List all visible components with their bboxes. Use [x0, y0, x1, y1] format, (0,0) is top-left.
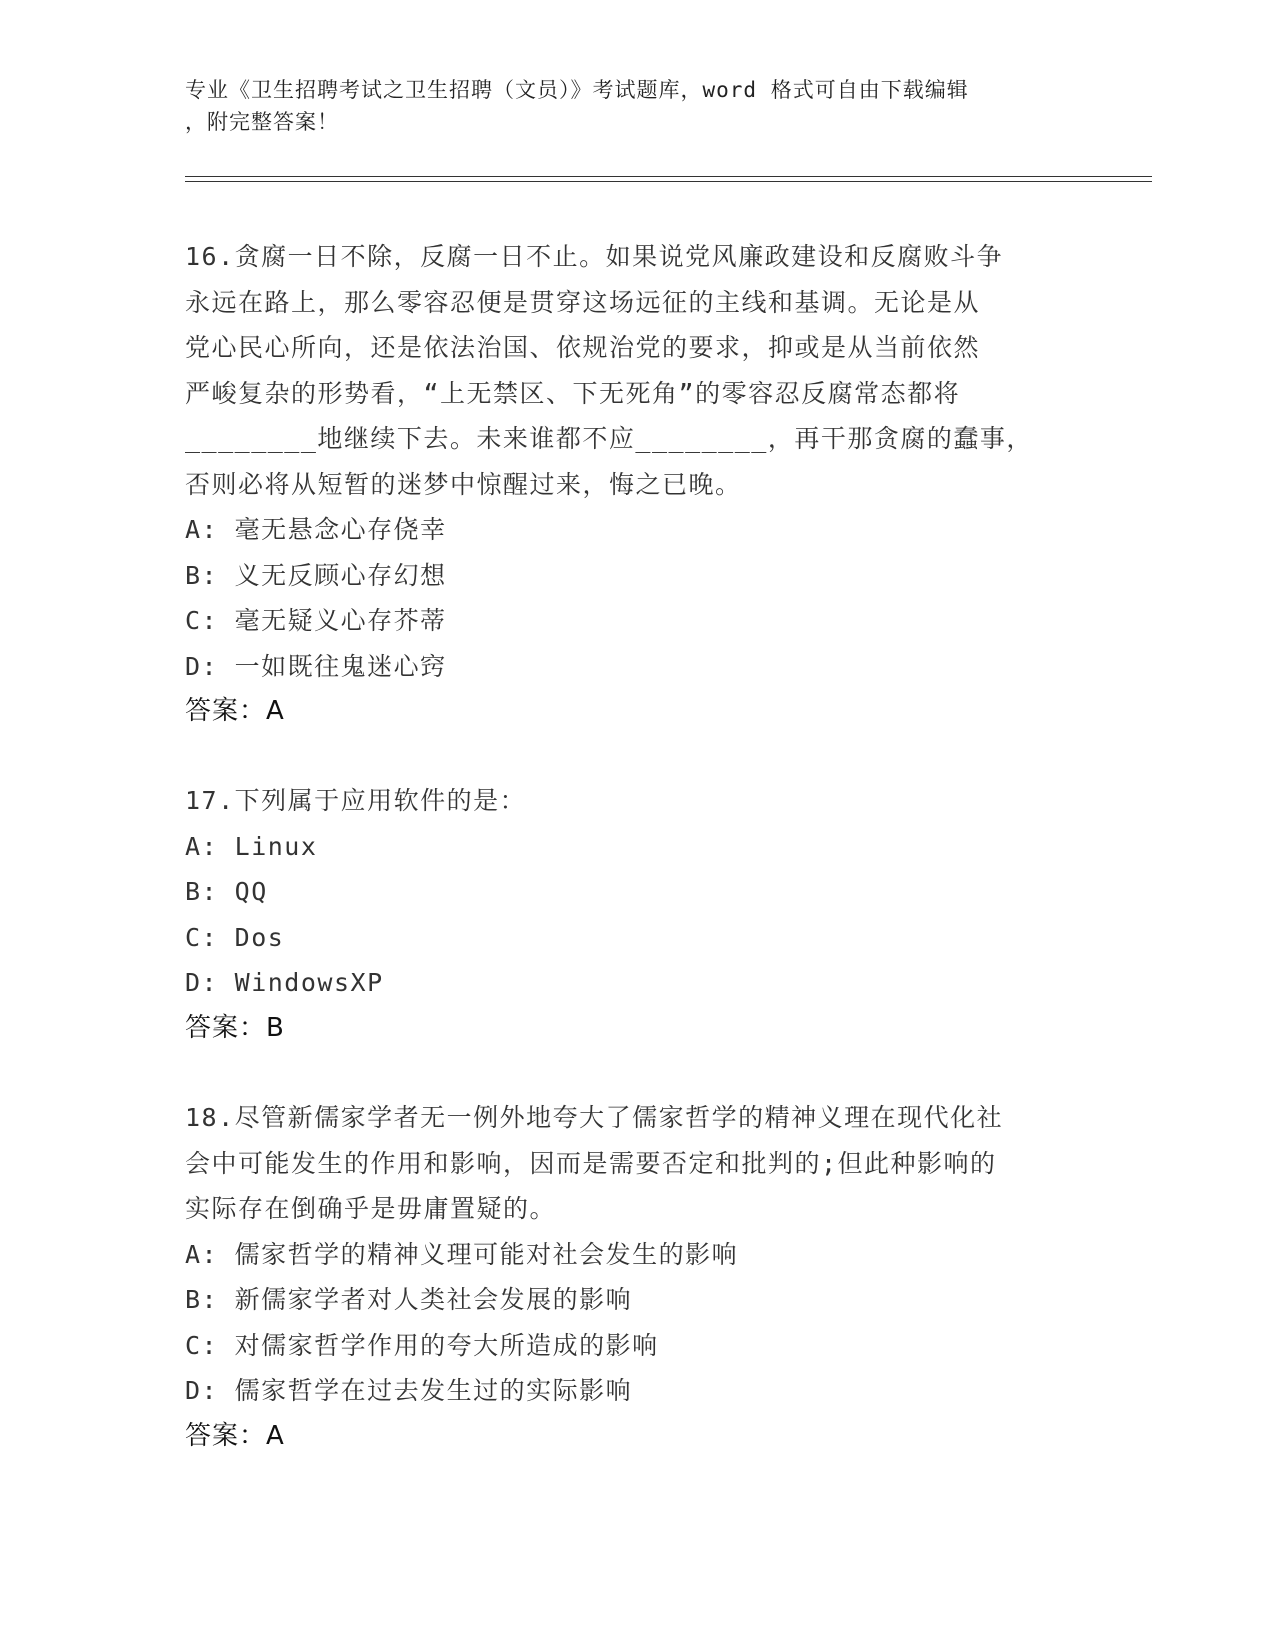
- question-18-answer: 答案：A: [185, 1420, 285, 1451]
- question-17-answer: 答案：B: [185, 1012, 285, 1043]
- question-17-option-a: A: Linux: [185, 831, 318, 861]
- question-17: [185, 778, 1085, 1051]
- question-16-line-3: 党心民心所向，还是依法治国、依规治党的要求，抑或是从当前依然: [185, 333, 981, 362]
- header-line-2: ，附完整答案！: [185, 110, 339, 134]
- header-line-1: 专业《卫生招聘考试之卫生招聘（文员）》考试题库，word 格式可自由下载编辑: [185, 78, 969, 102]
- question-17-option-c: C: Dos: [185, 922, 285, 952]
- question-18-option-b: B: 新儒家学者对人类社会发展的影响: [185, 1285, 633, 1314]
- question-17-option-d: D: WindowsXP: [185, 968, 384, 997]
- question-18-option-d: D: 儒家哲学在过去发生过的实际影响: [185, 1376, 633, 1405]
- question-16-option-d: D: 一如既往鬼迷心窍: [185, 651, 447, 681]
- question-16-option-c: C: 毫无疑义心存芥蒂: [185, 606, 447, 635]
- question-16-line-2: 永远在路上，那么零容忍便是贯穿这场远征的主线和基调。无论是从: [185, 287, 981, 317]
- question-16-option-a: A: 毫无悬念心存侥幸: [185, 515, 447, 544]
- question-18-line-2: 会中可能发生的作用和影响，因而是需要否定和批判的;但此种影响的: [185, 1148, 997, 1178]
- header-divider-top: [185, 176, 1152, 177]
- question-16-line-6: 否则必将从短暂的迷梦中惊醒过来，悔之已晚。: [185, 469, 742, 499]
- question-16-answer: 答案：A: [185, 696, 285, 726]
- question-18-line-1: 18.尽管新儒家学者无一例外地夸大了儒家哲学的精神义理在现代化社: [185, 1103, 1004, 1132]
- question-18-option-a: A: 儒家哲学的精神义理可能对社会发生的影响: [185, 1239, 739, 1269]
- question-17-line-1: 17.下列属于应用软件的是：: [185, 786, 527, 815]
- question-16: [185, 234, 1085, 734]
- question-16-option-b: B: 义无反顾心存幻想: [185, 560, 447, 590]
- question-18: [185, 1095, 1085, 1459]
- question-16-line-1: 16.贪腐一日不除，反腐一日不止。如果说党风廉政建设和反腐败斗争: [185, 242, 1004, 271]
- header-divider-bottom: [185, 181, 1152, 182]
- question-16-line-4: 严峻复杂的形势看，“上无禁区、下无死角”的零容忍反腐常态都将: [185, 378, 961, 408]
- question-18-line-3: 实际存在倒确乎是毋庸置疑的。: [185, 1194, 557, 1223]
- question-16-line-5: ________地继续下去。未来谁都不应________，再干那贪腐的蠢事，: [185, 424, 1033, 453]
- document-header: [185, 74, 1065, 138]
- question-18-option-c: C: 对儒家哲学作用的夸大所造成的影响: [185, 1330, 659, 1360]
- question-17-option-b: B: QQ: [185, 877, 268, 906]
